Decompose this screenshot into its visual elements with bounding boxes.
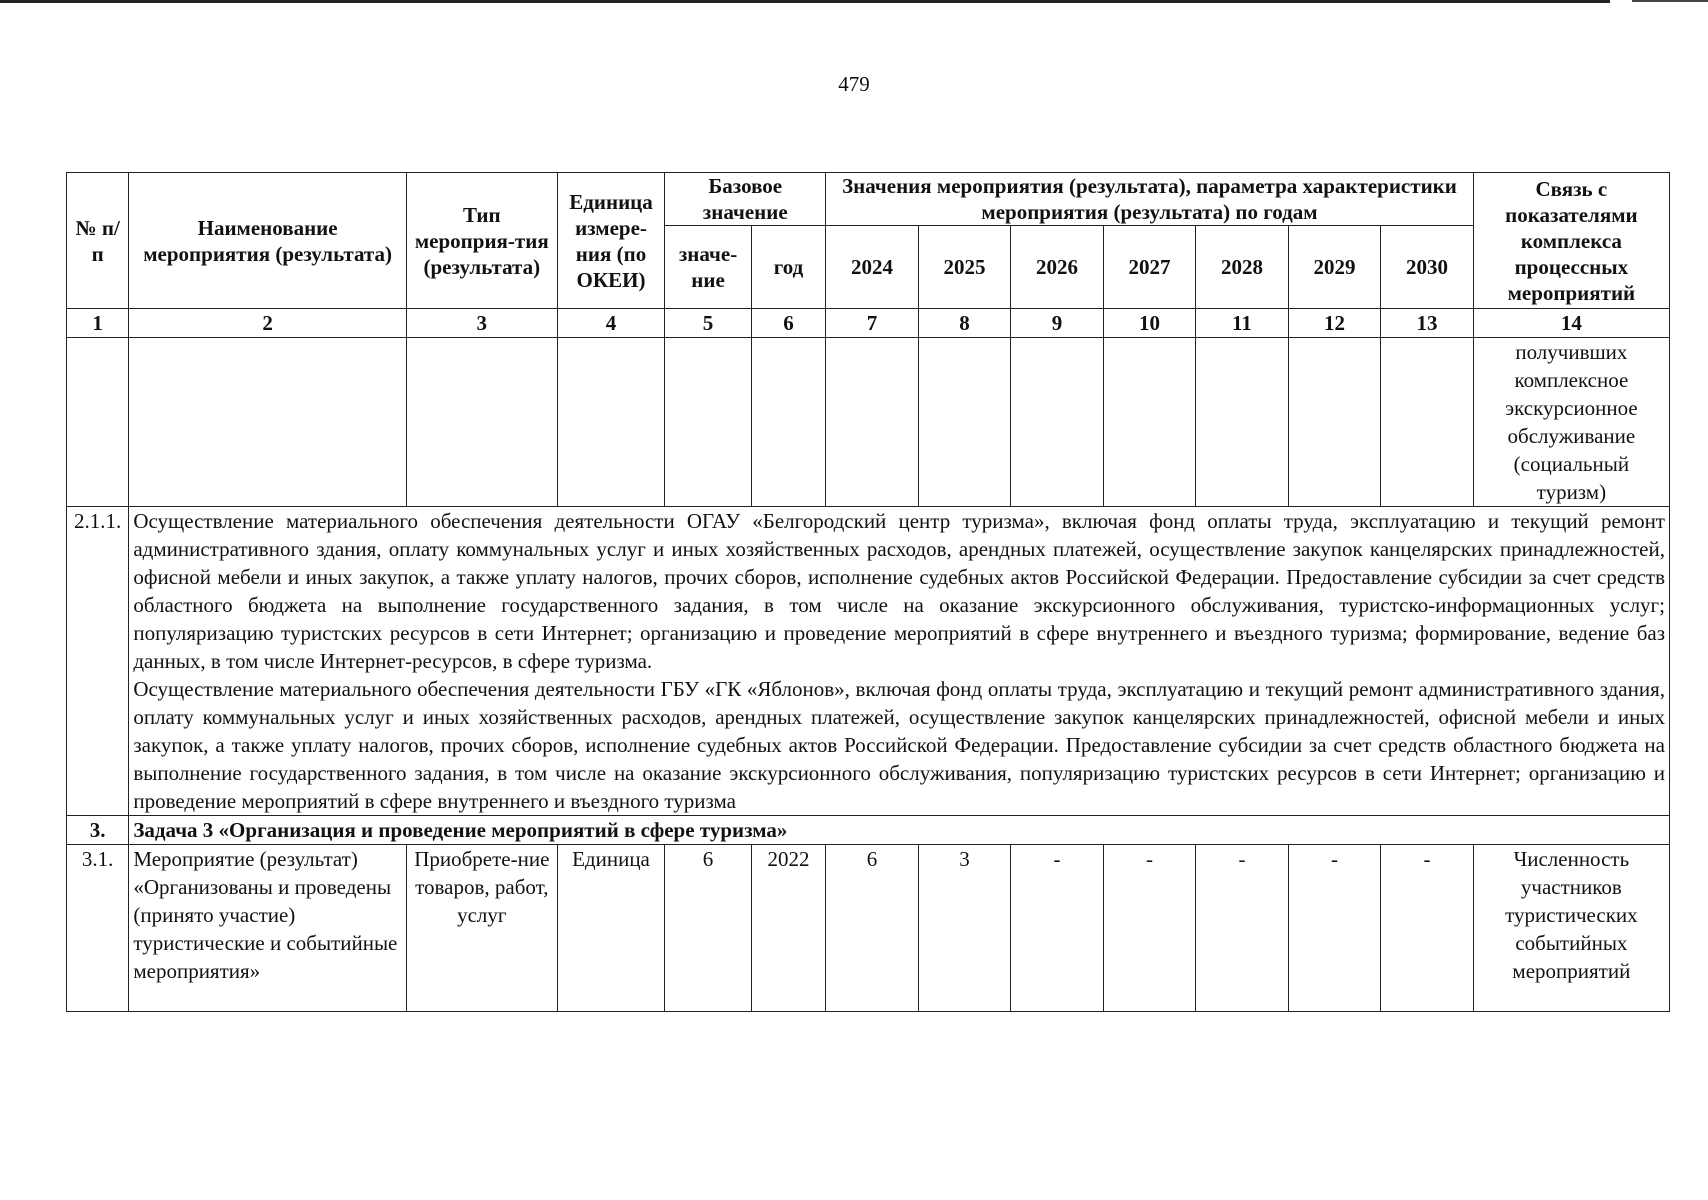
- row-number: 3.1.: [67, 845, 129, 1012]
- activity-name: Мероприятие (результат) «Организованы и проведены (принято участие) туристические и событийные мероприятия»: [129, 845, 407, 1012]
- header-year-2028: 2028: [1196, 226, 1289, 309]
- row-3-task: [67, 816, 1670, 845]
- header-base-year: год: [751, 226, 825, 309]
- header-type: Тип мероприя-тия (результата): [406, 173, 557, 309]
- continuation-row: [67, 338, 1670, 507]
- column-number: 14: [1473, 309, 1669, 338]
- column-number: 3: [406, 309, 557, 338]
- value-2025: 3: [918, 845, 1011, 1012]
- column-number: 6: [751, 309, 825, 338]
- column-number: 2: [129, 309, 407, 338]
- column-number: 9: [1011, 309, 1104, 338]
- value-2030: -: [1381, 845, 1474, 1012]
- column-number: 12: [1288, 309, 1381, 338]
- value-2024: 6: [826, 845, 919, 1012]
- column-number: 10: [1103, 309, 1196, 338]
- page-number: 479: [838, 72, 870, 96]
- value-2028: -: [1196, 845, 1289, 1012]
- column-number-row: [67, 309, 1670, 338]
- column-number: 5: [665, 309, 751, 338]
- row-2-1-1-description: [129, 507, 1670, 816]
- header-year-2024: 2024: [826, 226, 919, 309]
- activity-unit: Единица: [557, 845, 665, 1012]
- continuation-link-text: получивших комплексное экскурсионное обслуживание (социальный туризм): [1473, 338, 1669, 507]
- task-3-title: Задача 3 «Организация и проведение мероприятий в сфере туризма»: [129, 816, 1670, 845]
- column-number: 11: [1196, 309, 1289, 338]
- column-number: 13: [1381, 309, 1474, 338]
- header-row-1: [67, 173, 1670, 226]
- column-number: 8: [918, 309, 1011, 338]
- row-2-1-1-paragraph-2: Осуществление материального обеспечения деятельности ГБУ «ГК «Яблонов», включая фонд оплаты труда, эксплуатацию и текущий ремонт административного здания, оплату коммунальных услуг и иных хозяйственных расходов, арендных платежей, осуществление закупок канцелярских принадлежностей, офисной мебели и иных закупок, а также уплату налогов, прочих сборов, исполнение судебных актов Российской Федерации. Предоставление субсидии за счет средств областного бюджета на выполнение государственного задания, в том числе на оказание экскурсионного обслуживания, популяризацию туристских ресурсов в сети Интернет; организацию и проведение мероприятий в сфере внутреннего и въездного туризма: [133, 677, 1665, 813]
- header-link: Связь с показателями комплекса процессных мероприятий: [1473, 173, 1669, 309]
- base-year: 2022: [751, 845, 825, 1012]
- header-unit: Единица измере-ния (по ОКЕИ): [557, 173, 665, 309]
- header-year-2029: 2029: [1288, 226, 1381, 309]
- value-2029: -: [1288, 845, 1381, 1012]
- value-2026: -: [1011, 845, 1104, 1012]
- header-name: Наименование мероприятия (результата): [129, 173, 407, 309]
- column-number: 1: [67, 309, 129, 338]
- header-values-by-year: Значения мероприятия (результата), параметра характеристики мероприятия (результата) по годам: [826, 173, 1474, 226]
- indicator-link: Численность участников туристических событийных мероприятий: [1473, 845, 1669, 1012]
- top-border-line: [0, 0, 1610, 3]
- row-2-1-1: [67, 507, 1670, 816]
- column-number: 4: [557, 309, 665, 338]
- header-year-2030: 2030: [1381, 226, 1474, 309]
- activities-table: [66, 172, 1670, 1012]
- header-year-2027: 2027: [1103, 226, 1196, 309]
- row-3-1: [67, 845, 1670, 1012]
- column-number: 7: [826, 309, 919, 338]
- header-num: № п/п: [67, 173, 129, 309]
- top-border-line-right: [1632, 0, 1708, 2]
- activity-type: Приобрете-ние товаров, работ, услуг: [406, 845, 557, 1012]
- header-year-2025: 2025: [918, 226, 1011, 309]
- header-base: Базовое значение: [665, 173, 826, 226]
- row-number: 2.1.1.: [67, 507, 129, 816]
- value-2027: -: [1103, 845, 1196, 1012]
- header-base-value: значе-ние: [665, 226, 751, 309]
- row-2-1-1-paragraph-1: Осуществление материального обеспечения деятельности ОГАУ «Белгородский центр туризма», включая фонд оплаты труда, эксплуатацию и текущий ремонт административного здания, оплату коммунальных услуг и иных хозяйственных расходов, арендных платежей, осуществление закупок канцелярских принадлежностей, офисной мебели и иных закупок, а также уплату налогов, прочих сборов, исполнение судебных актов Российской Федерации. Предоставление субсидии за счет средств областного бюджета на выполнение государственного задания, в том числе на оказание экскурсионного обслуживания, туристско-информационных услуг; популяризацию туристских ресурсов в сети Интернет; организацию и проведение мероприятий в сфере внутреннего и въездного туризма; формирование, ведение баз данных, в том числе Интернет-ресурсов, в сфере туризма.: [133, 509, 1665, 673]
- header-year-2026: 2026: [1011, 226, 1104, 309]
- base-value: 6: [665, 845, 751, 1012]
- row-number: 3.: [67, 816, 129, 845]
